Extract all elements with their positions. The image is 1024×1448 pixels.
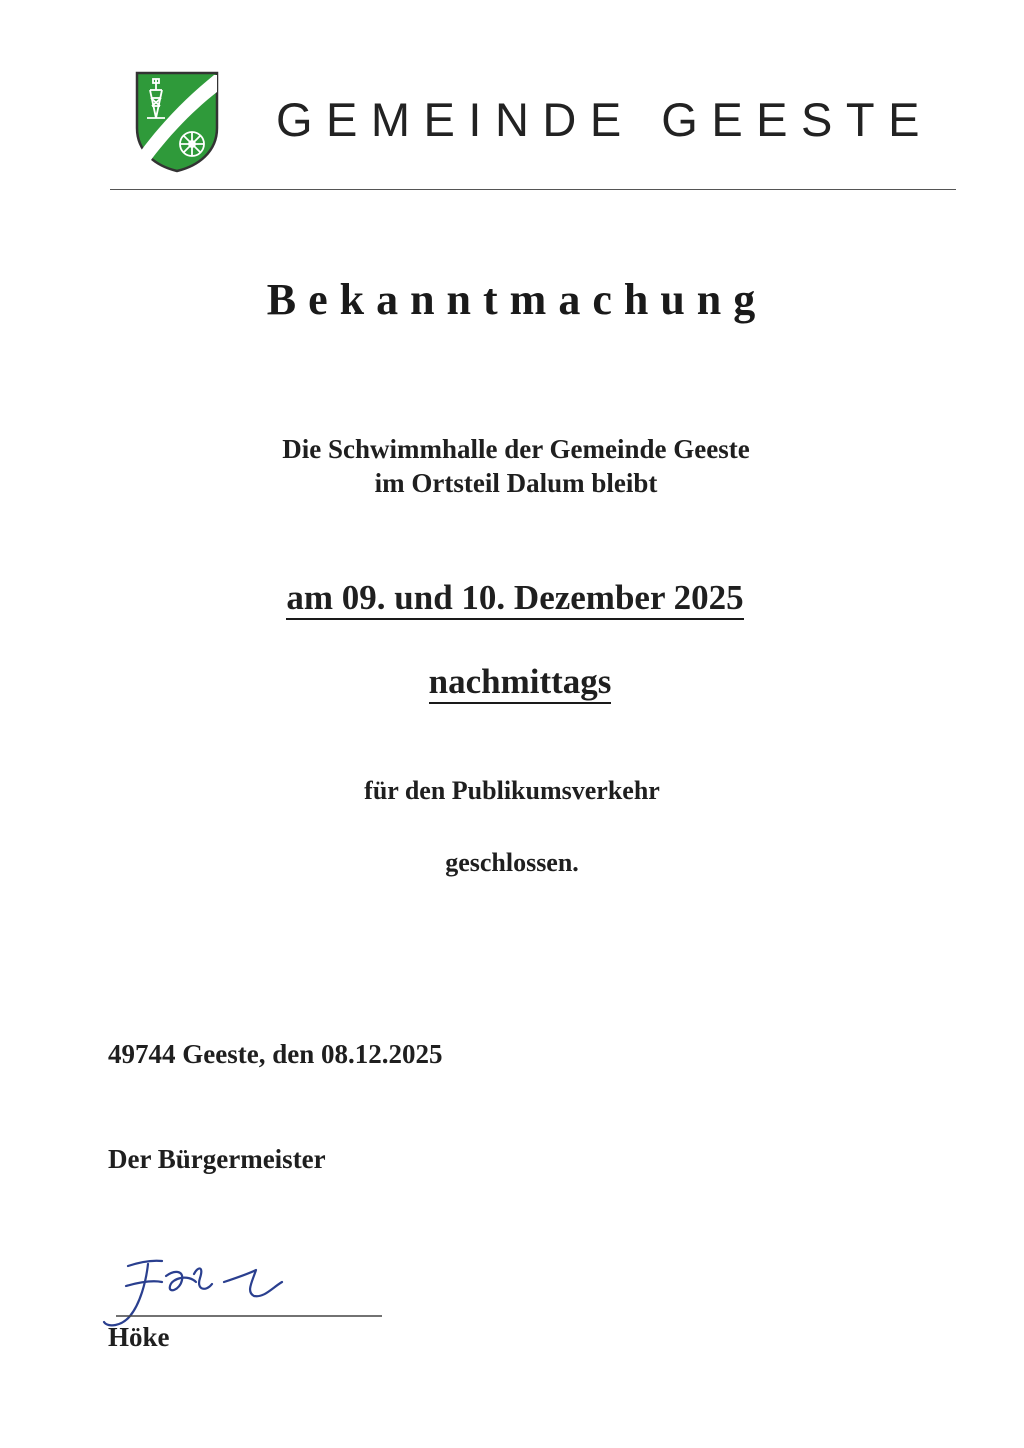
closure-time [0,662,1024,702]
closure-date [0,578,1024,618]
closure-audience: für den Publikumsverkehr [364,776,660,805]
closure-time-text: nachmittags [429,662,612,704]
signer-name: Höke [108,1322,170,1352]
header-divider [110,189,956,190]
coat-of-arms-icon [134,70,220,174]
place-and-date: 49744 Geeste, den 08.12.2025 [108,1039,443,1069]
notice-intro [0,432,1024,500]
signer-role: Der Bürgermeister [108,1144,326,1174]
intro-line-2: im Ortsteil Dalum bleibt [374,468,658,498]
intro-line-1: Die Schwimmhalle der Gemeinde Geeste [282,434,750,464]
organization-name: GEMEINDE GEESTE [276,93,933,146]
closure-status: geschlossen. [445,848,579,877]
notice-title: Bekanntmachung [266,275,768,324]
closure-date-text: am 09. und 10. Dezember 2025 [286,578,743,620]
